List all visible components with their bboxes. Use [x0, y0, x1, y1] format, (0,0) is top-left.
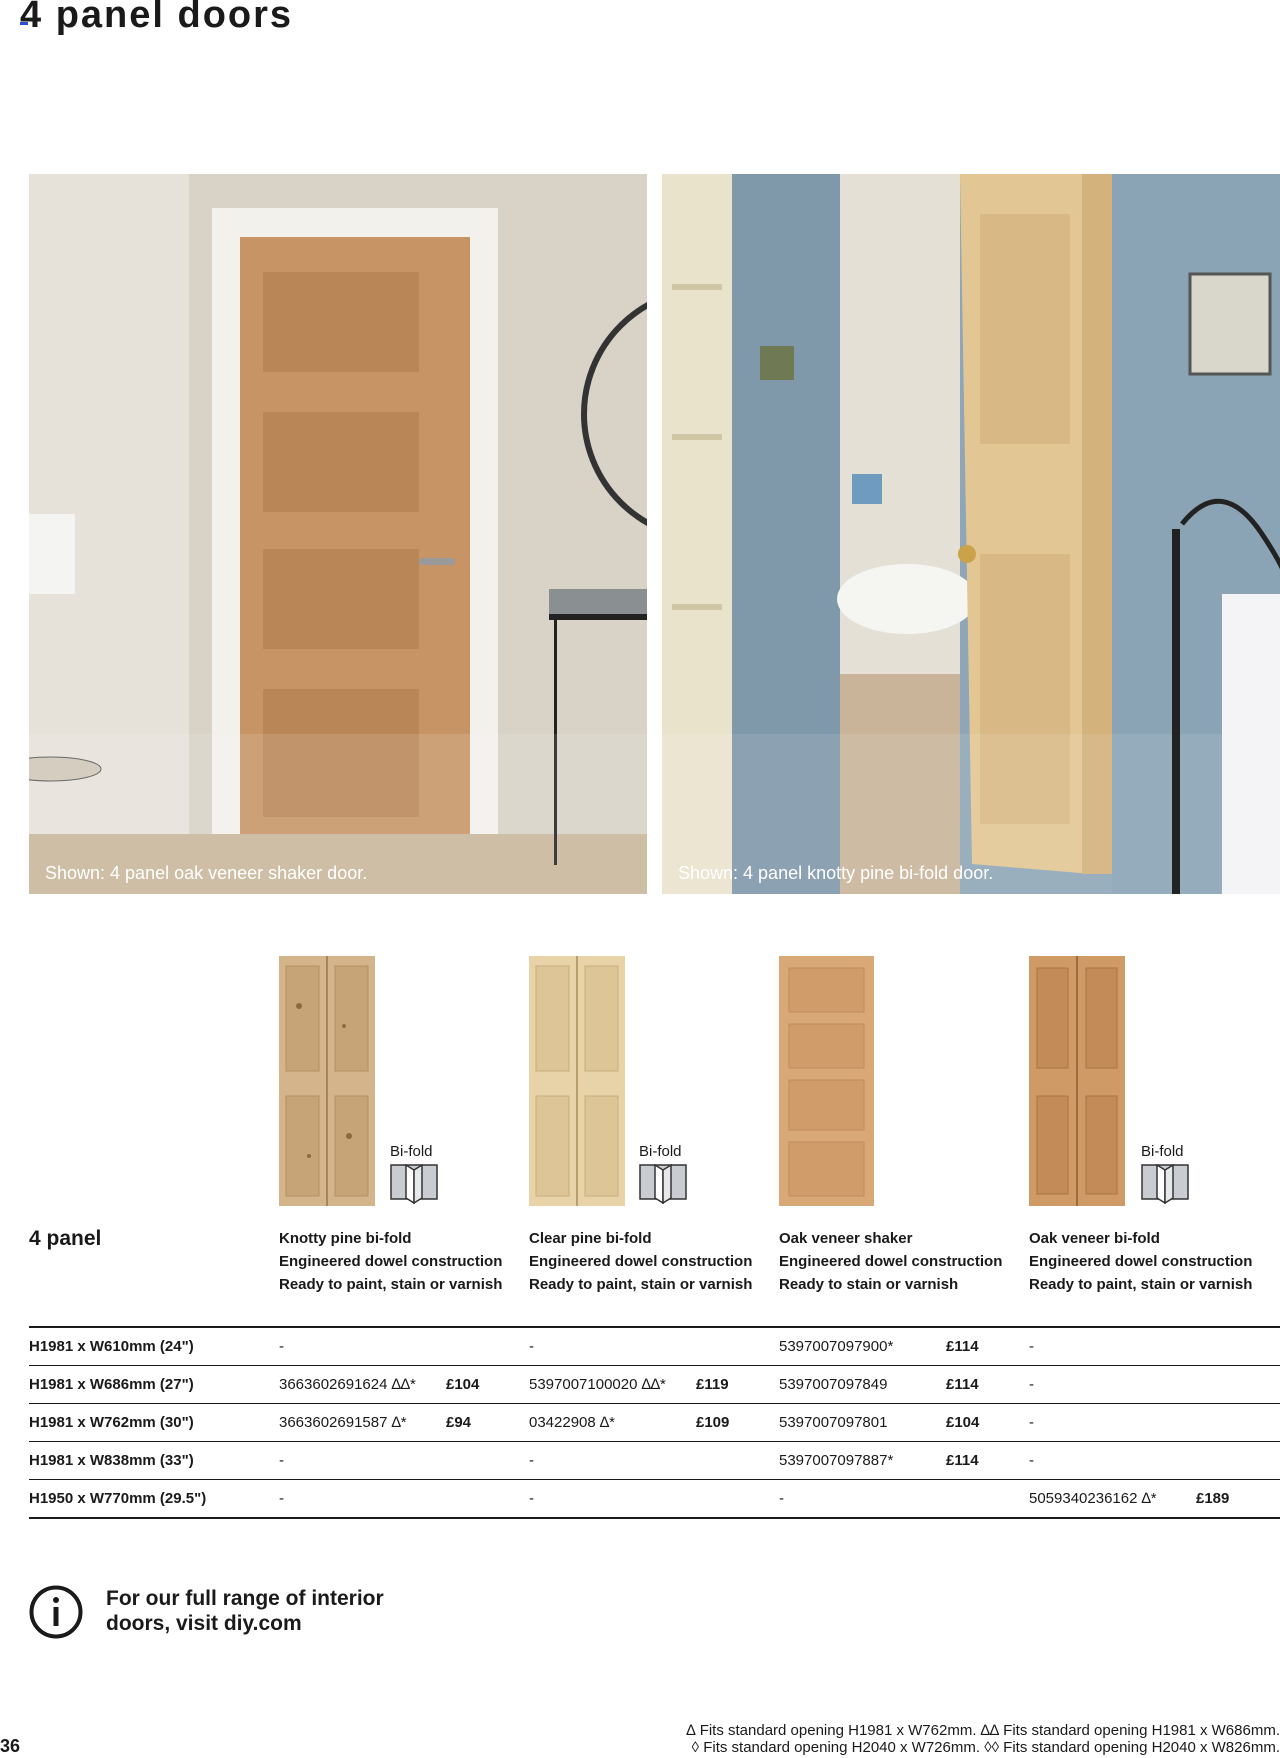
oak-room-illustration	[29, 174, 647, 894]
product-code: -	[1029, 1376, 1034, 1393]
size-price-table	[29, 1326, 1280, 1519]
product-code: 03422908 ∆*	[529, 1414, 615, 1431]
knotty-pine-bifold-door-image	[279, 956, 375, 1206]
product-description	[779, 1227, 1025, 1296]
product-code: 3663602691587 ∆*	[279, 1414, 407, 1431]
bifold-badge-label: Bi-fold	[639, 1143, 682, 1160]
page-number: 36	[0, 1736, 21, 1756]
product-code: -	[529, 1452, 534, 1469]
size-cell: H1950 x W770mm (29.5")	[29, 1490, 207, 1507]
product-construction: Engineered dowel construction	[1029, 1253, 1253, 1270]
product-code: 3663602691624 ∆∆*	[279, 1376, 416, 1393]
product-finish: Ready to paint, stain or varnish	[279, 1276, 503, 1293]
product-code: -	[279, 1338, 284, 1355]
bifold-icon	[639, 1164, 687, 1204]
info-icon	[29, 1585, 83, 1639]
photo-oak-shaker-door	[29, 174, 647, 894]
table-row	[29, 1442, 1280, 1480]
size-cell: H1981 x W686mm (27")	[29, 1376, 194, 1393]
price: £189	[1196, 1490, 1230, 1507]
photo-caption: Shown: 4 panel oak veneer shaker door.	[45, 863, 368, 883]
footnotes	[686, 1722, 1280, 1756]
product-construction: Engineered dowel construction	[529, 1253, 753, 1270]
oak-veneer-bifold-door-image	[1029, 956, 1125, 1206]
product-construction: Engineered dowel construction	[279, 1253, 503, 1270]
product-code: 5059340236162 ∆*	[1029, 1490, 1157, 1507]
bifold-badge-label: Bi-fold	[390, 1143, 433, 1160]
info-line: For our full range of interior	[106, 1587, 384, 1610]
table-row	[29, 1480, 1280, 1519]
photo-caption: Shown: 4 panel knotty pine bi-fold door.	[678, 863, 994, 883]
size-cell: H1981 x W610mm (24")	[29, 1338, 194, 1355]
product-code: 5397007100020 ∆∆*	[529, 1376, 666, 1393]
table-row	[29, 1404, 1280, 1442]
product-code: -	[779, 1490, 784, 1507]
product-description	[529, 1227, 775, 1296]
price: £104	[446, 1376, 480, 1393]
photo-knotty-pine-bifold-door	[662, 174, 1280, 894]
product-code: 5397007097849	[779, 1376, 888, 1393]
product-code: -	[1029, 1452, 1034, 1469]
product-code: -	[279, 1490, 284, 1507]
size-cell: H1981 x W838mm (33")	[29, 1452, 194, 1469]
bifold-icon	[1141, 1164, 1189, 1204]
size-cell: H1981 x W762mm (30")	[29, 1414, 194, 1431]
product-description	[1029, 1227, 1275, 1296]
price: £119	[696, 1376, 729, 1393]
page-title: 4 panel doors	[20, 0, 294, 36]
product-code: -	[529, 1338, 534, 1355]
table-row	[29, 1328, 1280, 1366]
price: £114	[946, 1452, 979, 1469]
oak-veneer-shaker-door-image	[779, 956, 874, 1206]
product-name: Clear pine bi-fold	[529, 1230, 652, 1247]
product-name: Oak veneer shaker	[779, 1230, 913, 1247]
info-line: doors, visit diy.com	[106, 1612, 302, 1635]
product-name: Knotty pine bi-fold	[279, 1230, 412, 1247]
product-finish: Ready to paint, stain or varnish	[1029, 1276, 1253, 1293]
product-code: -	[529, 1490, 534, 1507]
footnote-line: ∆ Fits standard opening H1981 x W762mm. ∆∆ Fits standard opening H1981 x W686mm.	[686, 1722, 1280, 1739]
product-code: -	[279, 1452, 284, 1469]
pine-room-illustration	[662, 174, 1280, 894]
product-code: -	[1029, 1414, 1034, 1431]
product-code: 5397007097801	[779, 1414, 888, 1431]
product-code: 5397007097900*	[779, 1338, 894, 1355]
price: £104	[946, 1414, 980, 1431]
bifold-badge-label: Bi-fold	[1141, 1143, 1184, 1160]
price: £114	[946, 1376, 979, 1393]
bifold-icon	[390, 1164, 438, 1204]
product-name: Oak veneer bi-fold	[1029, 1230, 1160, 1247]
info-callout	[106, 1586, 384, 1636]
product-description	[279, 1227, 525, 1296]
product-code: -	[1029, 1338, 1034, 1355]
footnote-line: ◊ Fits standard opening H2040 x W726mm. ◊◊ Fits standard opening H2040 x W826mm.	[691, 1739, 1280, 1756]
product-finish: Ready to paint, stain or varnish	[529, 1276, 753, 1293]
section-label: 4 panel	[29, 1227, 102, 1250]
product-code: 5397007097887*	[779, 1452, 894, 1469]
price: £114	[946, 1338, 979, 1355]
clear-pine-bifold-door-image	[529, 956, 625, 1206]
price: £109	[696, 1414, 730, 1431]
table-row	[29, 1366, 1280, 1404]
product-finish: Ready to stain or varnish	[779, 1276, 959, 1293]
product-construction: Engineered dowel construction	[779, 1253, 1003, 1270]
price: £94	[446, 1414, 472, 1431]
